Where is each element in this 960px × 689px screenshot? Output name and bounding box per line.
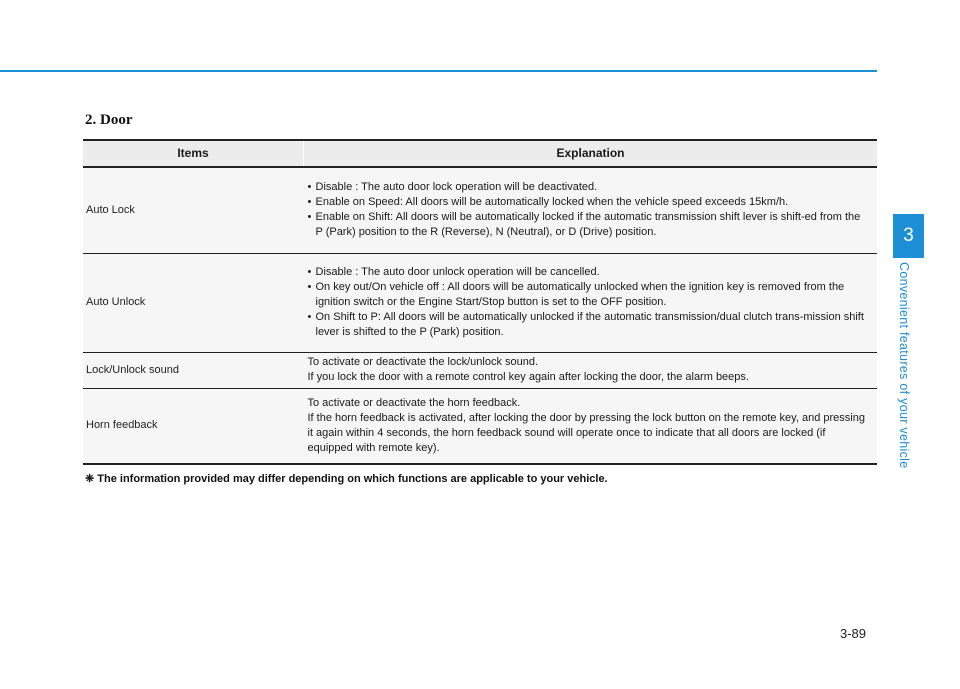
table-row [83,352,877,388]
table-row [83,388,877,464]
chapter-tab: 3 [893,214,924,258]
bullet-item: • Disable : The auto door unlock operation will be cancelled. [307,266,600,278]
row-explanation [304,352,878,388]
explanation-line: If the horn feedback is activated, after locking the door by pressing the lock button on the remote key, and pressing it again within 4 seconds, the horn feedback sound will operate once to indicate that all doors are locked (if equipped with remote key). [307,411,865,454]
row-explanation [304,167,878,253]
header-items: Items [83,140,304,167]
bullet-item: • Disable : The auto door lock operation will be deactivated. [307,181,598,194]
chapter-title: Convenient features of your vehicle [897,262,911,469]
page-number: 3-89 [840,626,867,641]
bullet-icon: • [307,266,312,278]
bullet-icon: • [307,281,312,293]
bullet-item: • On Shift to P: All doors will be automatically unlocked if the automatic transmission/dual clutch trans-mission shift lever is shifted to the P (Park) position. [307,311,864,338]
row-explanation [304,253,878,352]
door-settings-table [83,139,877,465]
row-item: Horn feedback [83,388,304,464]
bullet-icon: • [307,181,312,194]
bullet-item: • Enable on Shift: All doors will be automatically locked if the automatic transmission shift lever is shift-ed from the P (Park) position to the R (Reverse), N (Neutral), or D (Drive) position. [307,211,861,239]
header-explanation: Explanation [304,140,878,167]
chapter-title-wrap [897,262,921,494]
row-item: Auto Lock [83,167,304,253]
explanation-line: To activate or deactivate the horn feedback. [307,396,521,409]
row-item: Lock/Unlock sound [83,352,304,388]
bullet-icon: • [307,311,312,323]
bullet-icon: • [307,211,312,224]
bullet-item: • On key out/On vehicle off : All doors will be automatically unlocked when the ignition key is removed from the ignition switch or the Engine Start/Stop button is set to the OFF position. [307,281,845,308]
row-item: Auto Unlock [83,253,304,352]
table-row [83,167,877,253]
top-rule [0,70,877,72]
table-row [83,253,877,352]
explanation-line: To activate or deactivate the lock/unlock sound. [307,356,539,368]
section-title: 2. Door [85,112,133,128]
explanation-line: If you lock the door with a remote control key again after locking the door, the alarm beeps. [307,371,749,383]
footnote: ❈ The information provided may differ depending on which functions are applicable to your vehicle. [85,473,608,485]
bullet-icon: • [307,196,312,209]
row-explanation [304,388,878,464]
bullet-item: • Enable on Speed: All doors will be automatically locked when the vehicle speed exceeds 15km/h. [307,196,789,209]
